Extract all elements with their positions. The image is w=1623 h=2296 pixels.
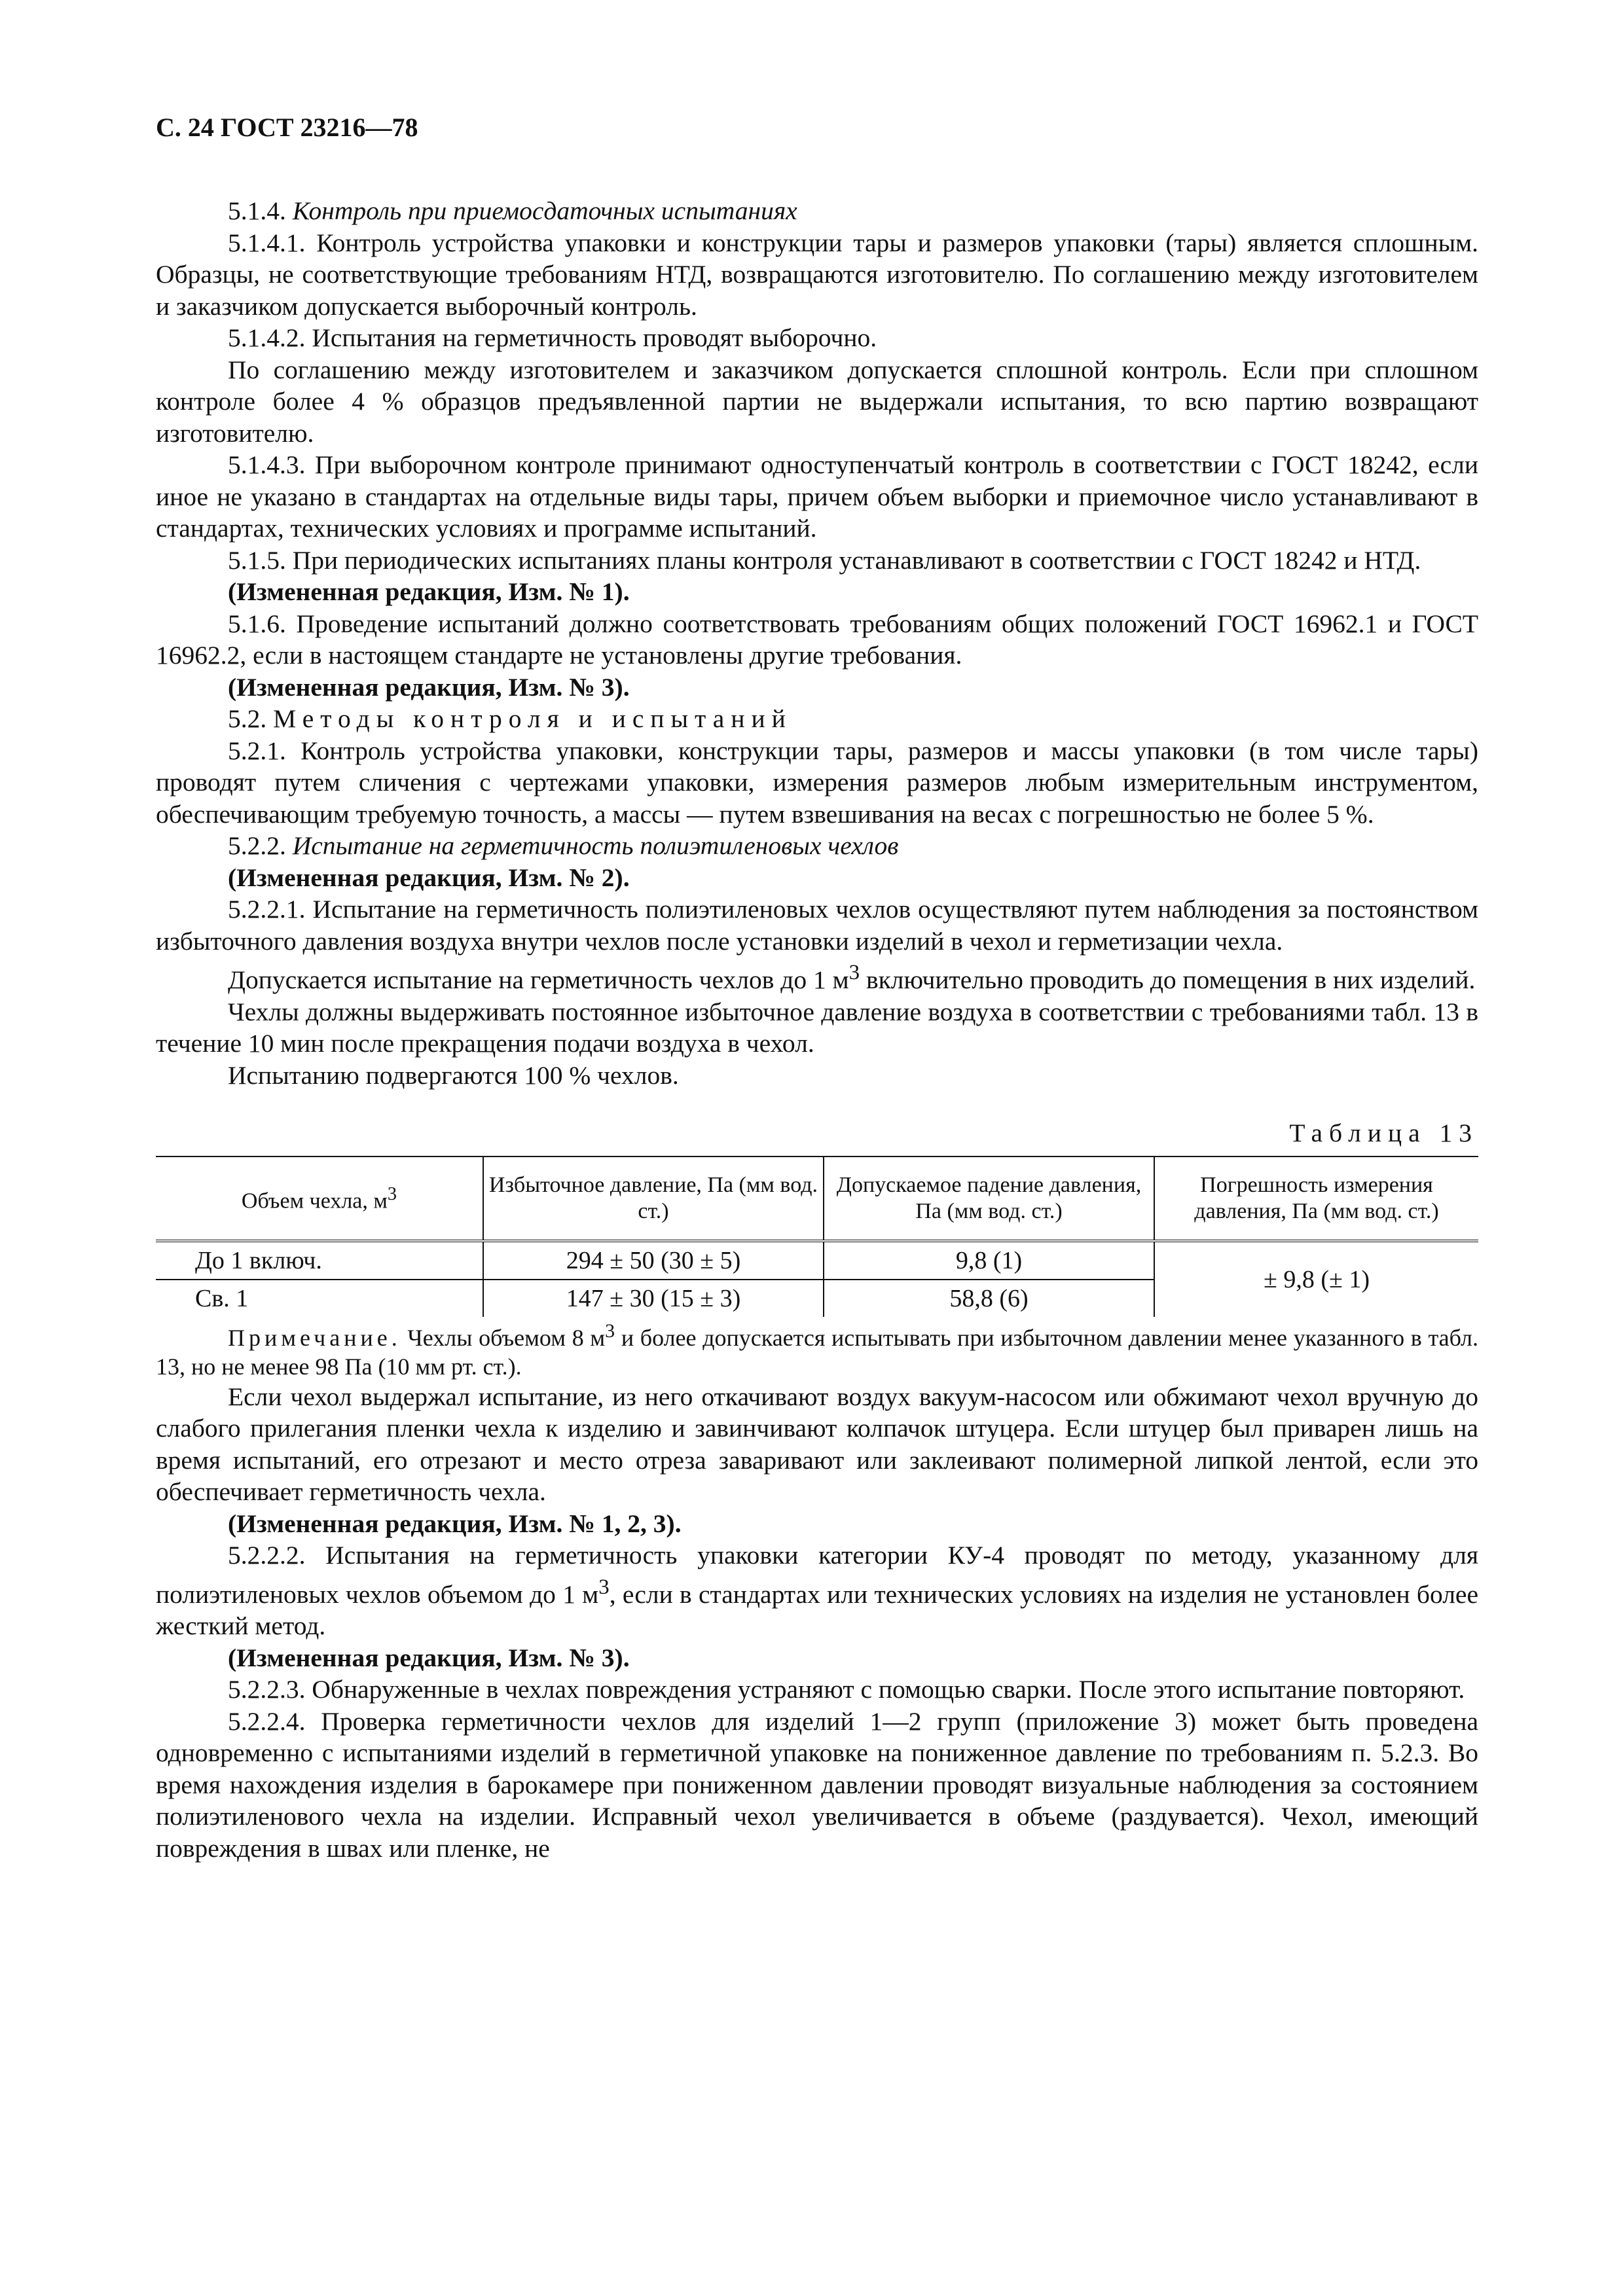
table-caption: Таблица 13: [1289, 1119, 1478, 1148]
superscript: 3: [598, 1575, 610, 1599]
page-header: С. 24 ГОСТ 23216—78: [156, 113, 418, 142]
revision-note: (Измененная редакция, Изм. № 1, 2, 3).: [228, 1509, 682, 1538]
paragraph-agreement: По соглашению между изготовителем и заказчиком допускается сплошной контроль. Если при сплошном контроле более 4 % образцов предъявленной партии не выдержали испытания, то всю партию возвращают изготовителю.: [156, 355, 1478, 448]
revision-note: (Измененная редакция, Изм. № 3).: [228, 672, 630, 702]
paragraph-5-2-2: [156, 830, 1478, 862]
document-body: [156, 195, 1478, 1864]
column-header: Допускаемое падение давления, Па (мм вод. ст.): [824, 1157, 1154, 1241]
table-cell: 58,8 (6): [824, 1280, 1154, 1317]
column-header: Избыточное давление, Па (мм вод. ст.): [483, 1157, 824, 1241]
clause-title: Контроль при приемосдаточных испытаниях: [292, 196, 797, 225]
paragraph-5-1-4-1: 5.1.4.1. Контроль устройства упаковки и конструкции тары и размеров упаковки (тары) является сплошным. Образцы, не соответствующие требованиям НТД, возвращаются изготовителю. По соглашению между изготовителем и заказчиком допускается выборочный контроль.: [156, 228, 1478, 321]
paragraph-pressure-requirement: Чехлы должны выдерживать постоянное избыточное давление воздуха в соответствии с требованиями табл. 13 в течение 10 мин после прекращения подачи воздуха в чехол.: [156, 997, 1478, 1058]
table-note: Примечание. Чехлы объемом 8 $м^3$ и более допускается испытывать при избыточном давлении менее указанного в табл. 13, но не менее 98 Па (10 мм рт. ст.).: [156, 1319, 1478, 1380]
section-5-2-heading: [156, 703, 1478, 735]
paragraph-5-1-4: [156, 195, 1478, 227]
paragraph-5-2-2-4: 5.2.2.4. Проверка герметичности чехлов для изделий 1—2 групп (приложение 3) может быть проведена одновременно с испытаниями изделий в герметичной упаковке на пониженное давление по требованиям п. 5.2.3. Во время нахождения изделия в барокамере при пониженном давлении проводят визуальные наблюдения за состоянием полиэтиленового чехла на изделии. Исправный чехол увеличивается в объеме (раздувается). Чехол, имеющий повреждения в швах или пленке, не: [156, 1706, 1478, 1863]
section-title: Методы контроля и испытаний: [273, 704, 792, 733]
revision-note: (Измененная редакция, Изм. № 2).: [228, 863, 630, 892]
table-header-row: [156, 1157, 1478, 1241]
revision-note: (Измененная редакция, Изм. № 3).: [228, 1643, 630, 1672]
paragraph-5-2-2-2: 5.2.2.2. Испытания на герметичность упаковки категории КУ-4 проводят по методу, указанному для полиэтиленовых чехлов объемом до 1 $м^3$, если в стандартах или технических условиях на изделия не установлен более жесткий метод.: [156, 1541, 1478, 1641]
revision-note: (Измененная редакция, Изм. № 1).: [228, 577, 630, 606]
superscript: 3: [848, 961, 860, 984]
paragraph-after-test: Если чехол выдержал испытание, из него откачивают воздух вакуум-насосом или обжимают чехол вручную до слабого прилегания пленки чехла к изделию и завинчивают колпачок штуцера. Если штуцер был приварен лишь на время испытаний, его отрезают и место отреза заваривают или заклеивают полимерной липкой лентой, если это обеспечивает герметичность чехла.: [156, 1382, 1478, 1507]
paragraph-5-2-2-1: 5.2.2.1. Испытание на герметичность полиэтиленовых чехлов осуществляют путем наблюдения за постоянством избыточного давления воздуха внутри чехлов после установки изделий в чехол и герметизации чехла.: [156, 895, 1478, 956]
section-number: 5.2.: [228, 704, 267, 733]
clause-title: Испытание на герметичность полиэтиленовых чехлов: [292, 831, 899, 860]
clause-number: 5.2.2.: [228, 831, 286, 860]
table-13: [156, 1156, 1478, 1317]
paragraph-5-1-4-2: 5.1.4.2. Испытания на герметичность проводят выборочно.: [228, 323, 877, 352]
paragraph-5-1-4-3: 5.1.4.3. При выборочном контроле принимают одноступенчатый контроль в соответствии с ГОСТ 18242, если иное не указано в стандартах на отдельные виды тары, причем объем выборки и приемочное число устанавливают в стандартах, технических условиях и программе испытаний.: [156, 450, 1478, 543]
paragraph-sampling: Испытанию подвергаются 100 % чехлов.: [228, 1060, 679, 1090]
note-label: Примечание.: [228, 1324, 401, 1351]
paragraph-5-2-1: 5.2.1. Контроль устройства упаковки, конструкции тары, размеров и массы упаковки (в том числе тары) проводят путем сличения с чертежами упаковки, измерения размеров любым измерительным инструментом, обеспечивающим требуемую точность, а массы — путем взвешивания на весах с погрешностью не более 5 %.: [156, 736, 1478, 829]
paragraph-5-1-6: 5.1.6. Проведение испытаний должно соответствовать требованиям общих положений ГОСТ 16962.1 и ГОСТ 16962.2, если в настоящем стандарте не установлены другие требования.: [156, 609, 1478, 670]
clause-number: 5.1.4.: [228, 196, 286, 225]
table-cell: ± 9,8 (± 1): [1154, 1241, 1478, 1317]
table-cell: 9,8 (1): [824, 1241, 1154, 1280]
table-row: [156, 1241, 1478, 1280]
table-cell: 147 ± 30 (15 ± 3): [483, 1280, 824, 1317]
column-header: Погрешность измерения давления, Па (мм вод. ст.): [1154, 1157, 1478, 1241]
table-cell: Св. 1: [195, 1284, 249, 1312]
paragraph-5-1-5: 5.1.5. При периодических испытаниях планы контроля устанавливают в соответствии с ГОСТ 18242 и НТД.: [228, 545, 1421, 575]
table-cell: До 1 включ.: [156, 1241, 483, 1280]
table-cell: 294 ± 50 (30 ± 5): [483, 1241, 824, 1280]
column-header: Объем чехла, $м^3$: [156, 1157, 483, 1241]
paragraph-premount-test: Допускается испытание на герметичность чехлов до 1 $м^3$ включительно проводить до помещения в них изделий.: [228, 961, 1476, 995]
paragraph-5-2-2-3: 5.2.2.3. Обнаруженные в чехлах повреждения устраняют с помощью сварки. После этого испытание повторяют.: [228, 1675, 1465, 1704]
